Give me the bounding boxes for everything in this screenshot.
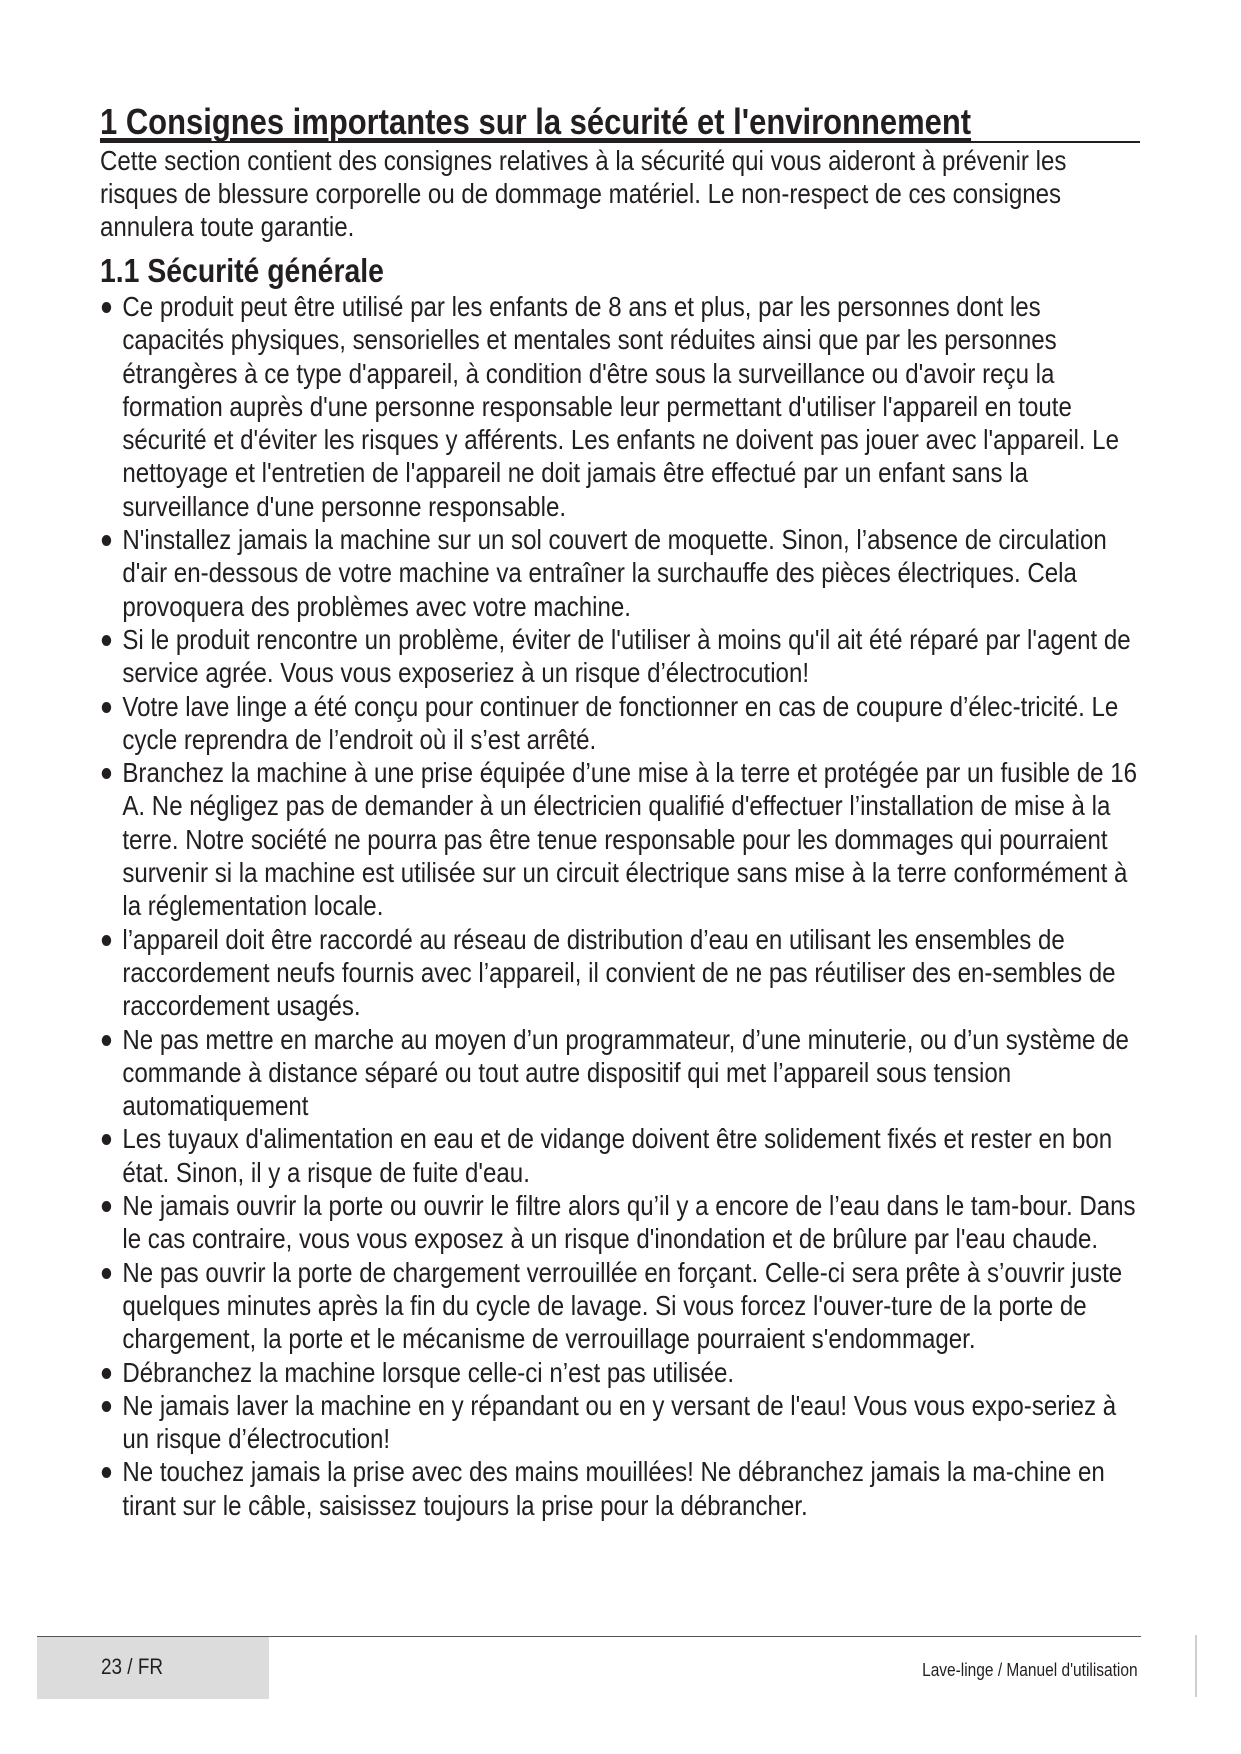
document-title: Lave-linge / Manuel d'utilisation (922, 1660, 1138, 1680)
list-item: Ne pas mettre en marche au moyen d’un programmateur, d’une minuterie, ou d’un système de commande à distance séparé ou tout autre dispositif qui met l’appareil sous tension automatiquement (100, 1023, 1141, 1123)
list-item: Branchez la machine à une prise équipée d’une mise à la terre et protégée par un fusible de 16 A. Ne négligez pas de demander à un électricien qualifié d'effectuer l’installation de mise à la terre. Notre société ne pourra pas être tenue responsable pour les dommages qui pourraient survenir si la machine est utilisée sur un circuit électrique sans mise à la terre conformément à la réglementation locale. (100, 756, 1141, 922)
safety-list (100, 290, 1141, 1522)
list-item: N'installez jamais la machine sur un sol couvert de moquette. Sinon, l’absence de circulation d'air en-dessous de votre machine va entraîner la surchauffe des pièces électriques. Cela provoquera des problèmes avec votre machine. (100, 523, 1141, 623)
list-item: Les tuyaux d'alimentation en eau et de vidange doivent être solidement fixés et rester en bon état. Sinon, il y a risque de fuite d'eau. (100, 1122, 1141, 1189)
list-item: Ne jamais laver la machine en y répandant ou en y versant de l'eau! Vous vous expo-seriez à un risque d’électrocution! (100, 1389, 1141, 1456)
page-content (100, 100, 1140, 1522)
list-item: Ne pas ouvrir la porte de chargement verrouillée en forçant. Celle-ci sera prête à s’ouvrir juste quelques minutes après la fin du cycle de lavage. Si vous forcez l'ouver-ture de la porte de chargement, la porte et le mécanisme de verrouillage pourraient s'endommager. (100, 1256, 1141, 1356)
list-item: Votre lave linge a été conçu pour continuer de fonctionner en cas de coupure d’élec-tricité. Le cycle reprendra de l’endroit où il s’est arrêté. (100, 690, 1141, 757)
section-title-text: 1 Consignes importantes sur la sécurité et l'environnement (100, 101, 972, 142)
list-item: Ne touchez jamais la prise avec des mains mouillées! Ne débranchez jamais la ma-chine en tirant sur le câble, saisissez toujours la prise pour la débrancher. (100, 1455, 1141, 1522)
list-item: Débranchez la machine lorsque celle-ci n’est pas utilisée. (100, 1356, 1141, 1389)
page-number: 23 / FR (101, 1654, 164, 1679)
list-item: Ne jamais ouvrir la porte ou ouvrir le filtre alors qu’il y a encore de l’eau dans le tam-bour. Dans le cas contraire, vous vous exposez à un risque d'inondation et de brûlure par l'eau chaude. (100, 1189, 1141, 1256)
edge-mark (1195, 1635, 1197, 1697)
section-title (100, 100, 1149, 144)
section-intro: Cette section contient des consignes relatives à la sécurité qui vous aideront à prévenir les risques de blessure corporelle ou de dommage matériel. Le non-respect de ces consignes annulera toute garantie. (100, 145, 1067, 242)
subsection-title: 1.1 Sécurité générale (100, 252, 384, 289)
list-item: Ce produit peut être utilisé par les enfants de 8 ans et plus, par les personnes dont les capacités physiques, sensorielles et mentales sont réduites ainsi que par les personnes étrangères à ce type d'appareil, à condition d'être sous la surveillance ou d'avoir reçu la formation auprès d'une personne responsable leur permettant d'utiliser l'appareil en toute sécurité et d'éviter les risques y afférents. Les enfants ne doivent pas jouer avec l'appareil. Le nettoyage et l'entretien de l'appareil ne doit jamais être effectué par un enfant sans la surveillance d'une personne responsable. (100, 290, 1141, 523)
intro-block (100, 144, 1140, 246)
list-item: Si le produit rencontre un problème, éviter de l'utiliser à moins qu'il ait été réparé par l'agent de service agrée. Vous vous exposeriez à un risque d’électrocution! (100, 623, 1141, 690)
list-item: l’appareil doit être raccordé au réseau de distribution d’eau en utilisant les ensembles de raccordement neufs fournis avec l’appareil, il convient de ne pas réutiliser des en-sembles de raccordement usagés. (100, 923, 1141, 1023)
footer-page-box (37, 1637, 269, 1699)
